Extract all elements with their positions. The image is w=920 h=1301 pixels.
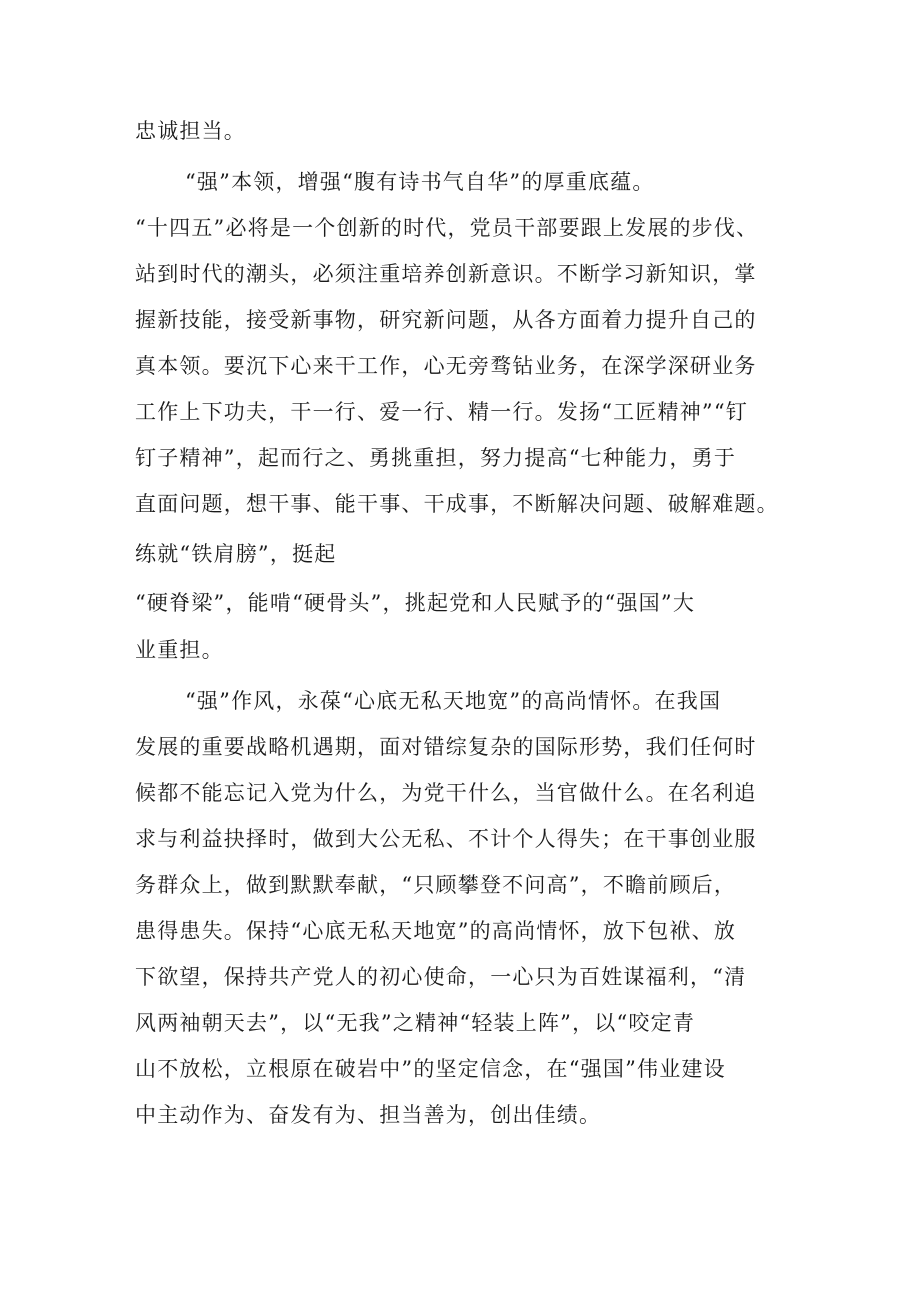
text-line: 忠诚担当。 [135,119,246,143]
text-line: 业重担。 [135,638,224,662]
text-line: “十四五”必将是一个创新的时代，党员干部要跟上发展的步伐、 [135,216,759,240]
text-line: 工作上下功夫，干一行、爱一行、精一行。发扬“工匠精神”“钉 [135,400,749,424]
text-line: 真本领。要沉下心来干工作，心无旁骛钻业务，在深学深研业务 [135,354,757,378]
text-line: 站到时代的潮头，必须注重培养创新意识。不断学习新知识，掌 [135,262,757,286]
text-line: 下欲望，保持共产党人的初心使命，一心只为百姓谋福利，“清 [135,965,747,989]
text-line: 钉子精神”，起而行之、勇挑重担，努力提高“七种能力，勇于 [135,446,737,470]
text-line: 务群众上，做到默默奉献，“只顾攀登不问高”，不瞻前顾后， [135,873,737,897]
text-line: 山不放松，立根原在破岩中”的坚定信念，在“强国”伟业建设 [135,1057,726,1081]
text-line: 握新技能，接受新事物，研究新问题，从各方面着力提升自己的 [135,308,757,332]
text-line: 候都不能忘记入党为什么，为党干什么，当官做什么。在名利追 [135,781,757,805]
text-line: 直面问题，想干事、能干事、干成事，不断解决问题、破解难题。 [135,492,779,516]
paragraph-heading: “强”本领，增强“腹有诗书气自华”的厚重底蕴。 [185,170,655,194]
text-line: “硬脊梁”，能啃“硬骨头”，挑起党和人民赋予的“强国”大 [135,591,696,615]
paragraph-heading: “强”作风，永葆“心底无私天地宽”的高尚情怀。在我国 [185,689,722,713]
text-line: 中主动作为、奋发有为、担当善为，创出佳绩。 [135,1103,602,1127]
text-line: 发展的重要战略机遇期，面对错综复杂的国际形势，我们任何时 [135,735,757,759]
text-line: 风两袖朝天去”，以“无我”之精神“轻装上阵”，以“咬定青 [135,1011,696,1035]
text-line: 患得患失。保持“心底无私天地宽”的高尚情怀，放下包袱、放 [135,919,737,943]
text-line: 求与利益抉择时，做到大公无私、不计个人得失；在干事创业服 [135,827,757,851]
text-line: 练就“铁肩膀”，挺起 [135,542,337,566]
